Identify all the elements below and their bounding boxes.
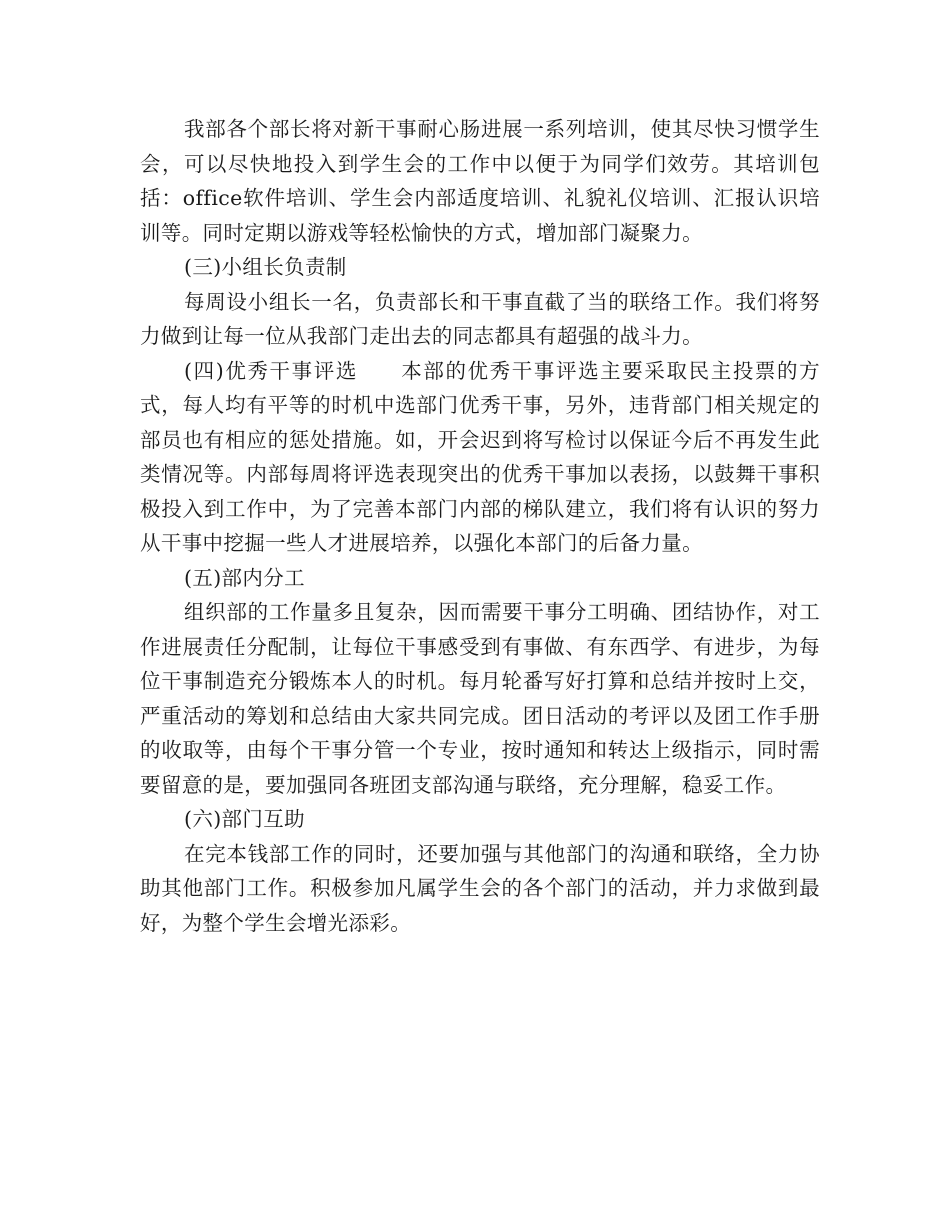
section-heading-excellent-staff: (四)优秀干事评选 (184, 358, 358, 383)
paragraph-training: 我部各个部长将对新干事耐心肠进展一系列培训，使其尽快习惯学生会，可以尽快地投入到学生会的工作中以便于为同学们效劳。其培训包括：office软件培训、学生会内部适度培训、礼貌礼仪培训、汇报认识培训等。同时定期以游戏等轻松愉快的方式，增加部门凝聚力。 (140, 117, 820, 245)
section-heading-division-of-labor: (五)部内分工 (184, 565, 305, 590)
section-heading-group-leader: (三)小组长负责制 (184, 255, 347, 279)
paragraph-division-of-labor: 组织部的工作量多且复杂，因而需要干事分工明确、团结协作，对工作进展责任分配制，让每位干事感受到有事做、有东西学、有进步，为每位干事制造充分锻炼本人的时机。每月轮番写好打算和总结并按时上交，严重活动的筹划和总结由大家共同完成。团日活动的考评以及团工作手册的收取等，由每个干事分管一个专业，按时通知和转达上级指示，同时需要留意的是，要加强同各班团支部沟通与联络，充分理解，稳妥工作。 (140, 600, 820, 797)
paragraph-group-leader: 每周设小组长一名，负责部长和干事直截了当的联络工作。我们将努力做到让每一位从我部门走出去的同志都具有超强的战斗力。 (140, 289, 820, 348)
document-body (140, 112, 820, 940)
paragraph-excellent-staff-text: 本部的优秀干事评选主要采取民主投票的方式，每人均有平等的时机中选部门优秀干事，另外，违背部门相关规定的部员也有相应的惩处措施。如，开会迟到将写检讨以保证今后不再发生此类情况等。内部每周将评选表现突出的优秀干事加以表扬，以鼓舞干事积极投入到工作中，为了完善本部门内部的梯队建立，我们将有认识的努力从干事中挖掘一些人才进展培养，以强化本部门的后备力量。 (140, 358, 820, 555)
paragraph-excellent-staff (140, 354, 820, 561)
section-heading-mutual-assistance: (六)部门互助 (184, 807, 305, 831)
paragraph-mutual-assistance: 在完本钱部工作的同时，还要加强与其他部门的沟通和联络，全力协助其他部门工作。积极参加凡属学生会的各个部门的活动，并力求做到最好，为整个学生会增光添彩。 (140, 841, 820, 935)
